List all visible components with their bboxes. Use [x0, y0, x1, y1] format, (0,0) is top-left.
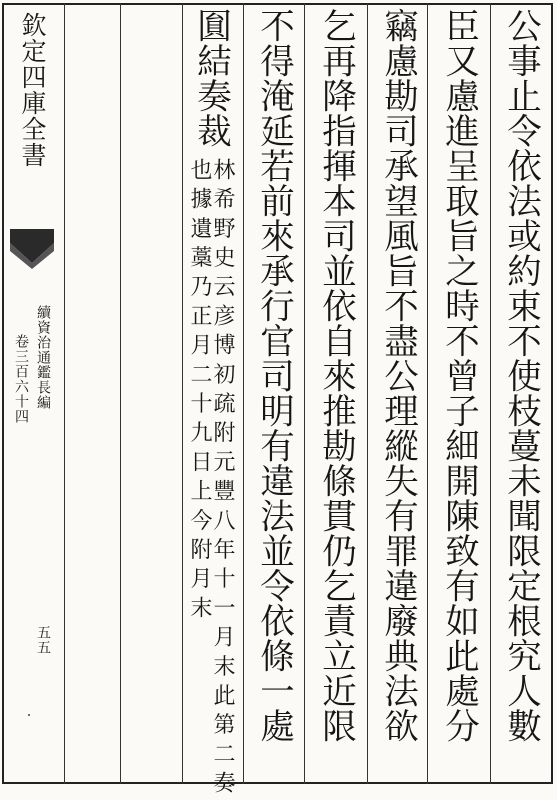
text-column-5: 不得淹延若前來承行官司明有違法並令依條一處	[253, 8, 294, 743]
book-title: 續資治通鑑長編	[35, 305, 51, 410]
column-rule	[304, 3, 305, 784]
text-column-4: 乞再降指揮本司並依自來推勘條貫仍乞責立近限	[315, 8, 356, 743]
column-rule	[182, 3, 183, 784]
text-column-3: 竊慮勘司承望風旨不盡公理縱失有罪違廢典法欲	[377, 8, 418, 743]
column-rule	[367, 3, 368, 784]
margin-rule	[64, 3, 65, 784]
column-rule	[490, 3, 491, 784]
commentary-left: 也據遺藁乃正月二十九日上今附月末	[187, 158, 212, 626]
column-rule	[427, 3, 428, 784]
text-column-6: 圎結奏裁	[190, 8, 231, 148]
column-rule	[243, 3, 244, 784]
margin-mark	[28, 714, 30, 716]
column-rule	[120, 3, 121, 784]
commentary-right: 林希野史云彦博初疏附元豐八年十一月末此第二奏	[210, 158, 235, 800]
text-column-2: 臣又慮進呈取旨之時不曾子細開陳致有如此處分	[438, 8, 479, 743]
page-number: 五五	[35, 625, 51, 655]
volume-number: 卷三百六十四	[13, 334, 29, 424]
fishtail-ornament-icon	[10, 229, 54, 269]
text-column-1: 公事止令依法或約束不使枝蔓未聞限定根究人數	[500, 8, 541, 743]
collection-title: 欽定四庫全書	[18, 12, 47, 168]
